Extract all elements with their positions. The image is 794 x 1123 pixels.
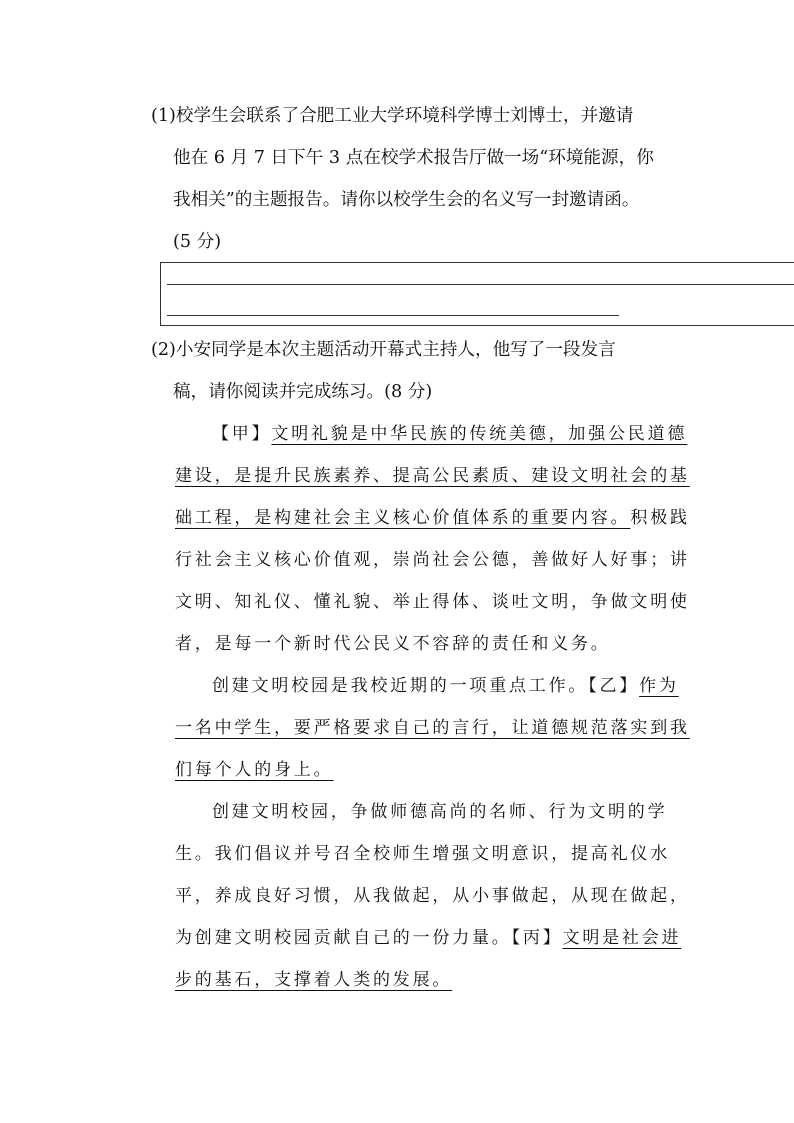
passage-text: 创建文明校园是我校近期的一项重点工作。 — [212, 676, 589, 696]
passage-text: 积极践 — [630, 508, 690, 528]
q1-line-2: 他在 6 月 7 日下午 3 点在校学术报告厅做一场“环境能源，你 — [173, 148, 654, 168]
passage-text: 为创建文明校园贡献自己的一份力量。 — [175, 928, 512, 948]
answer-line-2[interactable] — [167, 315, 619, 316]
q1-score: (5 分) — [173, 232, 222, 252]
q2-line-1: (2)小安同学是本次主题活动开幕式主持人，他写了一段发言 — [151, 340, 616, 360]
underlined-sentence-yi-2: 一名中学生，要严格要求自己的言行，让道德规范落实到我 — [175, 718, 690, 738]
answer-box[interactable] — [160, 262, 794, 326]
underlined-sentence-jia: 文明礼貌是中华民族的传统美德，加强公民道德 — [271, 424, 688, 444]
underlined-sentence-jia-3: 础工程，是构建社会主义核心价值体系的重要内容。 — [175, 508, 631, 528]
passage-p1-line-5: 文明、知礼仪、懂礼貌、举止得体、谈吐文明，争做文明使 — [175, 592, 690, 612]
passage-p3-line-4 — [175, 930, 681, 947]
passage-p3-line-3: 平，养成良好习惯，从我做起，从小事做起，从现在做起， — [175, 886, 690, 906]
marker-jia: 【甲】 — [212, 424, 272, 444]
passage-p3-line-2: 生。我们倡议并号召全校师生增强文明意识，提高礼仪水 — [175, 844, 670, 864]
passage-p1-line-2 — [175, 468, 690, 485]
underlined-sentence-yi-3: 们每个人的身上。 — [175, 760, 334, 780]
passage-p3-line-1: 创建文明校园，争做师德高尚的名师、行为文明的学 — [212, 802, 668, 822]
passage-p1-line-6: 者，是每一个新时代公民义不容辞的责任和义务。 — [175, 634, 611, 654]
passage-p1-line-4: 行社会主义核心价值观，崇尚社会公德，善做好人好事；讲 — [175, 550, 690, 570]
passage-p3-line-5 — [175, 972, 452, 989]
passage-p2-line-3 — [175, 762, 333, 779]
underlined-sentence-bing: 文明是社会进 — [562, 928, 682, 948]
underlined-sentence-bing-2: 步的基石，支撑着人类的发展。 — [175, 970, 453, 990]
answer-line-1[interactable] — [167, 284, 794, 285]
marker-bing: 【丙】 — [511, 928, 563, 948]
passage-p1-line-1 — [212, 426, 687, 443]
q2-line-2: 稿，请你阅读并完成练习。(8 分) — [173, 382, 433, 402]
passage-p2-line-2 — [175, 720, 690, 737]
passage-p2-line-1 — [212, 678, 679, 695]
q1-line-3: 我相关”的主题报告。请你以校学生会的名义写一封邀请函。 — [173, 190, 640, 210]
underlined-sentence-yi: 作为 — [639, 676, 679, 696]
marker-yi: 【乙】 — [588, 676, 640, 696]
passage-p1-line-3 — [175, 510, 690, 527]
q1-line-1: (1)校学生会联系了合肥工业大学环境科学博士刘博士，并邀请 — [151, 106, 634, 126]
underlined-sentence-jia-2: 建设，是提升民族素养、提高公民素质、建设文明社会的基 — [175, 466, 690, 486]
